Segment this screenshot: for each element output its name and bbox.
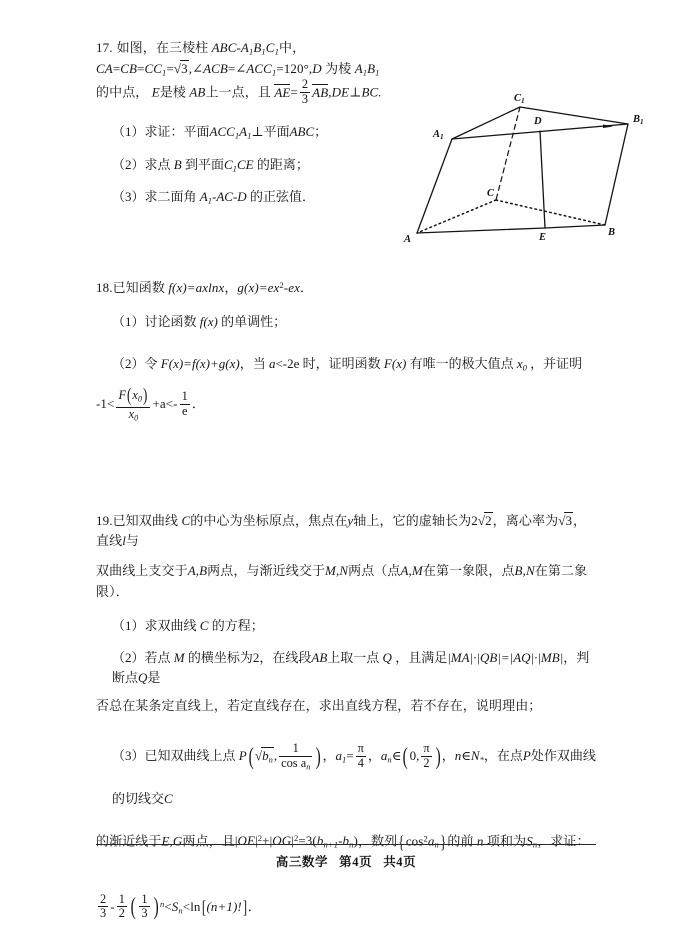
math-point-B: B: [173, 156, 182, 172]
problem-19-part-1: （1）求双曲线 C 的方程；: [112, 617, 264, 633]
math-ln-body: (n+1)!: [206, 898, 242, 914]
math-an: a: [380, 748, 388, 764]
math-edge-B1: B: [367, 60, 376, 76]
figure-vertex-label-B1: B1: [633, 114, 644, 126]
math-segment-AB: AB: [311, 649, 328, 665]
footer-divider: [96, 844, 596, 845]
math-M: M: [173, 649, 185, 665]
math-g-body: ex: [267, 279, 280, 295]
part-tag: （2）: [112, 156, 145, 172]
math-minor-coef: 2: [471, 513, 478, 529]
math-points-AB: A,B: [187, 563, 208, 579]
math-E: E: [151, 84, 160, 100]
figure-vertex-label-D: D: [534, 116, 542, 127]
math-plane-ABC: ABC: [289, 123, 315, 139]
part-tag: （3）: [112, 748, 145, 764]
problem-17-stem-mid2: 的中点，: [96, 84, 149, 100]
math-Sn-final: S: [171, 898, 179, 914]
exam-body: [96, 38, 596, 946]
figure-vertex-label-C1: C1: [514, 93, 525, 105]
math-vector-AE: AE: [274, 84, 291, 100]
math-axis-y: y: [347, 513, 354, 529]
figure-vertex-label-A1: A1: [433, 129, 444, 141]
math-frac-pi-4: $\frac{\pi}{4}$: [357, 741, 364, 770]
math-g: g: [237, 279, 245, 295]
math-C: C: [199, 617, 209, 633]
figure-vertex-label-E: E: [539, 232, 547, 242]
math-dash: -: [236, 40, 241, 55]
problem-17-stem-lead: 如图，在三棱柱: [116, 40, 209, 55]
math-a1: a: [335, 748, 343, 764]
math-sqrt2: √2: [477, 513, 492, 529]
math-frac-one-e: $\frac{1}{e}$: [181, 388, 188, 418]
math-C-sub: 1: [274, 46, 279, 57]
math-F: F: [160, 356, 169, 372]
math-points-EG: E,G: [161, 833, 183, 849]
problem-17-stem-mid: 中，: [278, 40, 306, 55]
problem-18-stem-lead: 已知函数: [112, 279, 165, 295]
math-sqrt3-ecc: √3: [558, 513, 573, 529]
math-ineq-mid: +a<-: [152, 396, 178, 412]
math-B: B: [253, 40, 262, 55]
math-edge-A1: A: [354, 60, 363, 76]
problem-19-part-2-line-2: 否总在某条定直线上，若定直线存在，求出直线方程，若不存在，说明理由；: [96, 698, 542, 714]
problem-18-inequality: -1< $\frac{F(x_0)}{x_0}$ +a<- $\frac{1}{e}$ ．: [96, 384, 205, 422]
problem-18-part-1: （1）讨论函数 f(x) 的单调性；: [112, 314, 287, 330]
math-vector-AB: AB: [312, 84, 329, 100]
math-B-sub: 1: [261, 46, 266, 57]
math-curve-C: C: [181, 513, 191, 529]
math-sqrt-bn: $√b_n$: [254, 748, 273, 765]
math-dihedral-A1-AC-D: A: [199, 189, 208, 205]
math-ACC1A1: ACC: [209, 123, 235, 139]
footer-subject: 高三数学: [275, 855, 329, 869]
problem-18-part-2: （2）令 F(x)=f(x)+g(x)，当 a<-2e 时，证明函数 F(x) 有唯一的极大值点 $x_0$ ，并证明: [112, 356, 583, 373]
math-f: f: [168, 279, 173, 295]
problem-19-part-3: （3）已知双曲线上点 P( $√b_n$, $\frac{1}{\cos a_n}$ ) ，$a_1=$ $\frac{\pi}{4}$ ，$a_n\in$( 0, $\frac{\pi}{2}$ ) ，$n\in N_*$，在点P处作双曲线的切线交C: [112, 740, 596, 806]
math-seq-cos2an: cos: [405, 833, 424, 849]
math-frac-two-thirds: $\frac{2}{3}$: [301, 77, 309, 107]
math-sqrt3: √3: [173, 60, 188, 76]
problem-17-stem-e: 是棱: [159, 84, 187, 100]
math-frac-1-2: $\frac{1}{2}$: [118, 891, 125, 921]
problem-17-number: 17.: [96, 40, 113, 55]
math-CC1: CC: [144, 60, 163, 76]
math-angle-ACB: ACB: [203, 60, 228, 76]
problem-17-stem-d: 为棱: [325, 60, 352, 76]
figure-vertex-label-A: A: [404, 234, 412, 242]
math-n-in-N: n∈N: [454, 748, 480, 764]
problem-18-number: 18.: [96, 279, 113, 295]
problem-17-part-1: （1）求证：平面$ACC_1A_1\perp$平面ABC；: [112, 123, 328, 141]
part-tag: （3）: [112, 189, 145, 205]
part-tag: （1）: [112, 123, 145, 139]
problem-18: [96, 278, 596, 423]
math-A: A: [240, 40, 249, 55]
figure-vertex-label-B: B: [608, 227, 616, 238]
footer-total-pages: 共4页: [383, 855, 417, 869]
math-angle-value: 120°: [283, 60, 309, 76]
math-points-AM: A,M: [400, 563, 423, 579]
math-points-MN: M,N: [325, 563, 349, 579]
math-line-l: l: [122, 533, 126, 549]
math-angle-ACC1: ACC: [246, 60, 272, 76]
math-points-BN: B,N: [514, 563, 535, 579]
math-f: f: [199, 314, 204, 330]
problem-19-part-2: （2）若点 M 的横坐标为2，在线段AB上取一点 Q ，且满足|MA|·|QB|=|AQ|·|MB|，判断点Q是: [112, 649, 590, 685]
math-frac-pi-2: $\frac{\pi}{2}$: [423, 741, 430, 770]
math-n: n: [476, 833, 484, 849]
part-tag: （1）: [112, 314, 145, 330]
math-CB: CB: [120, 60, 138, 76]
problem-17: [96, 38, 596, 208]
math-x0: x: [516, 356, 523, 372]
math-frac-1-cos-an: $\frac{1}{\cos a_n}$: [281, 740, 311, 771]
figure-vertex-label-C: C: [487, 188, 495, 199]
problem-18-stem: 18.已知函数 f(x)=axlnx，$g(x)=ex^2-ex$．: [96, 279, 314, 295]
problem-17-part-2: （2）求点 B 到平面$C_1CE$ 的距离；: [112, 156, 309, 174]
math-CC1-sub: 1: [162, 67, 167, 78]
math-frac-F-x0: $\frac{F(x_0)}{x_0}$: [116, 386, 150, 422]
problem-19-final-inequality: $\frac{2}{3}$ - $\frac{1}{2}$ ( $\frac{1}{3}$ ) $^n<S_n<\ln[(n+1)!]$．: [100, 891, 261, 921]
math-frac-2-3: $\frac{2}{3}$: [100, 891, 107, 921]
math-plane-C1CE: C: [224, 156, 233, 172]
problem-17-stem-e2: 上一点，且: [205, 84, 271, 100]
math-ABC: ABC: [211, 40, 237, 55]
math-Sn: S: [526, 833, 533, 849]
math-condition: <-2e: [275, 356, 300, 372]
math-ineq-lhs: -1<: [96, 396, 115, 412]
math-A-sub: 1: [248, 46, 254, 57]
math-frac-1-3: $\frac{1}{3}$: [141, 891, 148, 921]
problem-19: [96, 511, 596, 940]
page-footer: [0, 852, 692, 870]
part-tag: （2）: [112, 356, 145, 372]
problem-17-stem: 17. 如图，在三棱柱 ABC-$A_1B_1C_1$中， $CA=CB=CC_1=√3,\angle ACB=\angle ACC_1=120^\circ,D$ 为棱 $A_1B_1$的中点， E是棱 AB上一点，且 AE= $\frac{2}{3}$ AB,DE⊥BC.: [96, 40, 382, 107]
problem-19-part-3-line-2: 的渐近线于E,G两点，且$|OE|^2+|OG|^2=3(b_{n+1}-b_n)$，数列$\{\cos^2a_n\}$的前 n 项和为$S_n$，求证：: [96, 832, 590, 853]
math-point-P: P: [238, 748, 247, 764]
problem-19-number: 19.: [96, 513, 113, 529]
part-tag: （2）: [112, 649, 145, 665]
part-tag: （1）: [112, 617, 145, 633]
problem-17-part-3: （3）求二面角 $A_1-AC-D$ 的正弦值．: [112, 189, 315, 206]
problem-19-stem-line-1: 19.已知双曲线 C的中心为坐标原点，焦点在y轴上，它的虚轴长为2√2，离心率为√3，直线l与: [96, 513, 587, 549]
math-exponent-n: n: [159, 898, 165, 909]
math-abs-relation: |MA|·|QB|=|AQ|·|MB|: [447, 649, 564, 665]
math-AB: AB: [189, 84, 206, 100]
math-OE-OG-relation: $|OE|^2+|OG|^2=3(b_{n+1}-b_n)$: [234, 833, 358, 850]
math-Q: Q: [382, 649, 392, 665]
math-C: C: [265, 40, 275, 55]
footer-page-number: 第4页: [339, 855, 373, 869]
math-D: D: [312, 60, 322, 76]
math-CA: CA: [96, 60, 113, 76]
math-a: a: [268, 356, 276, 372]
math-f-body: axlnx: [195, 279, 225, 295]
math-DE-perp-BC: DE⊥BC.: [331, 84, 382, 100]
problem-19-stem-line-2: 双曲线上支交于A,B两点，与渐近线交于M,N两点（点A,M在第一象限，点B,N在第二象限）．: [96, 563, 588, 599]
